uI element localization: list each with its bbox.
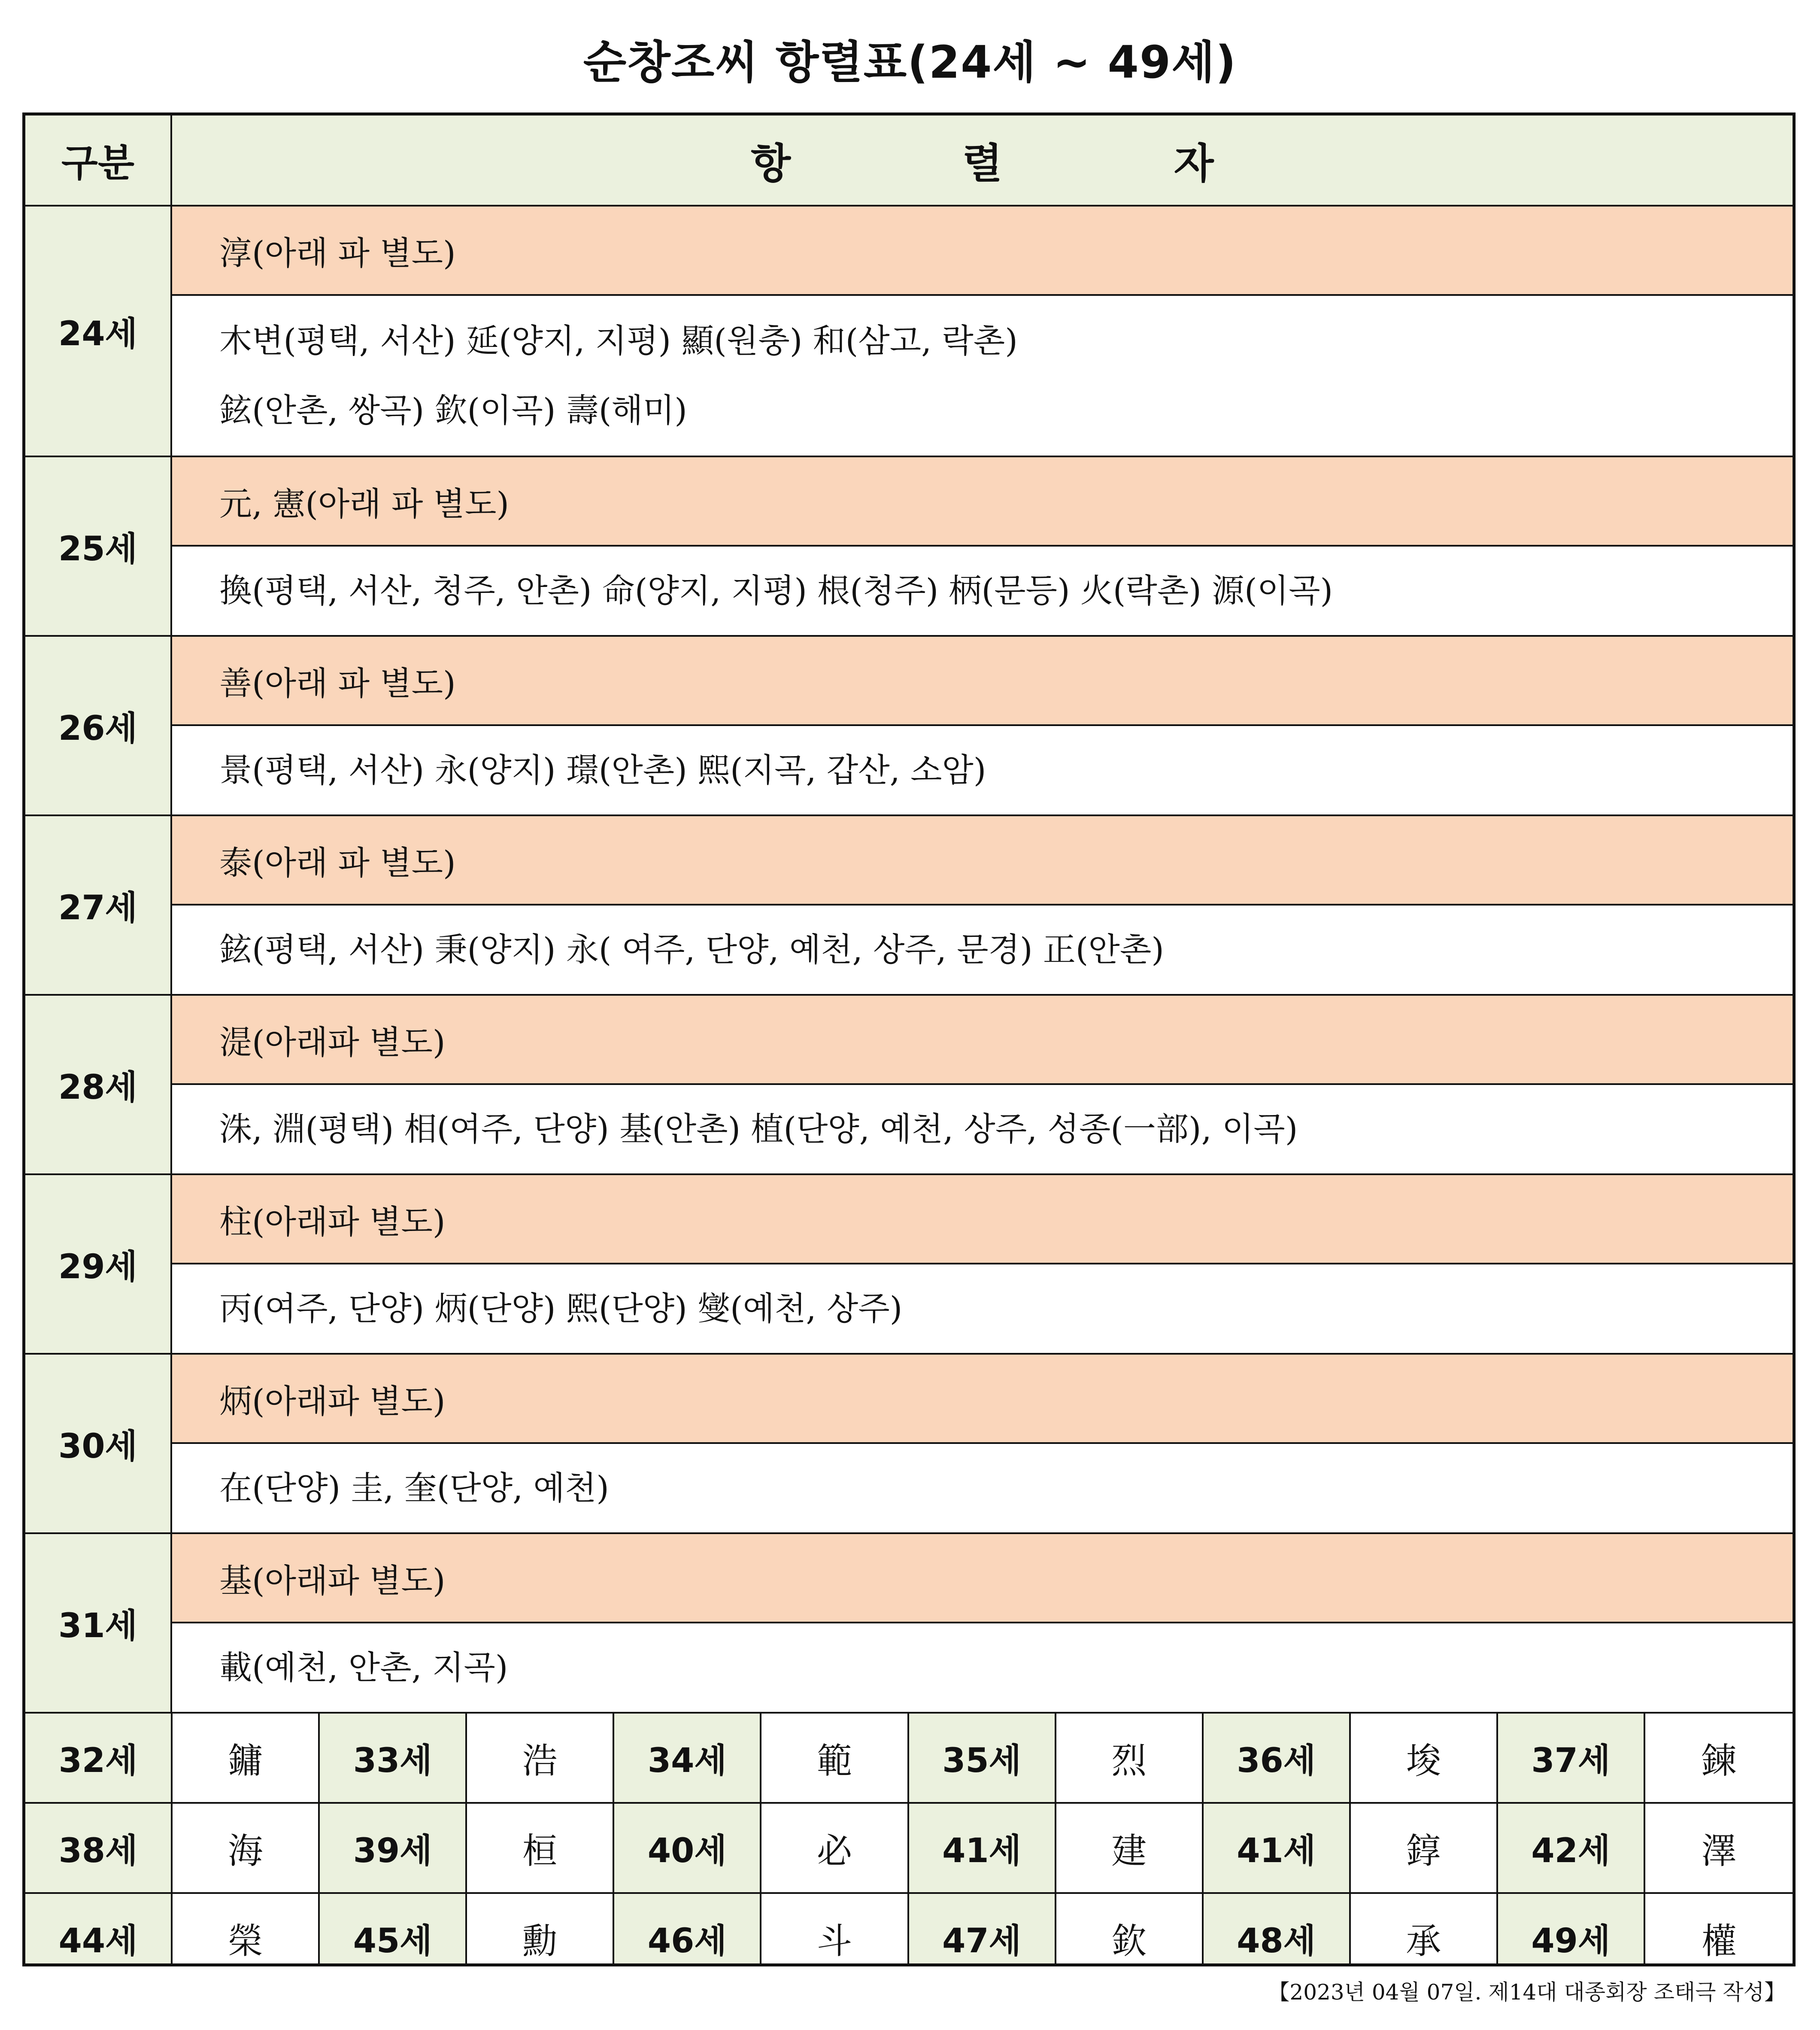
generation-label: 33세	[320, 1714, 467, 1802]
generation-label: 45세	[320, 1894, 467, 1966]
header-char-1: 항	[751, 139, 791, 188]
branch-line: 景(평택, 서산) 永(양지) 璟(안촌) 熙(지곡, 갑산, 소암)	[219, 751, 986, 789]
generation-block-29	[25, 1175, 1793, 1355]
generation-label: 44세	[25, 1894, 173, 1966]
generation-label: 39세	[320, 1804, 467, 1892]
header-char-2: 렬	[962, 139, 1002, 188]
branch-line: 丙(여주, 단양) 炳(단양) 熙(단양) 燮(예천, 상주)	[219, 1289, 903, 1328]
generation-branch-characters	[172, 726, 1793, 814]
generation-block-24	[25, 207, 1793, 457]
generation-label: 47세	[909, 1894, 1056, 1966]
generation-table	[22, 112, 1796, 1966]
generation-label: 27세	[25, 816, 172, 994]
generation-label: 41세	[1204, 1804, 1351, 1892]
generation-block-31	[25, 1534, 1793, 1714]
generation-label: 48세	[1204, 1894, 1351, 1966]
branch-line: 洙, 淵(평택) 相(여주, 단양) 基(안촌) 植(단양, 예천, 상주, 성종(一部), 이곡)	[219, 1110, 1298, 1148]
generation-label: 38세	[25, 1804, 173, 1892]
generation-branch-characters	[172, 1444, 1793, 1532]
page-title: 순창조씨 항렬표(24세 ~ 49세)	[583, 36, 1237, 88]
generation-label: 36세	[1204, 1714, 1351, 1802]
generation-character: 浩	[467, 1714, 614, 1802]
generation-character: 欽	[1056, 1894, 1204, 1966]
generation-label: 31세	[25, 1534, 172, 1712]
generation-main-character: 炳(아래파 별도)	[172, 1355, 1793, 1444]
branch-line: 鉉(평택, 서산) 秉(양지) 永( 여주, 단양, 예천, 상주, 문경) 正(안촌)	[219, 930, 1164, 969]
generation-character: 鍊	[1701, 1740, 1737, 1781]
generation-character: 權	[1701, 1921, 1737, 1962]
generation-character: 海	[173, 1804, 320, 1892]
generation-character: 必	[761, 1804, 909, 1892]
generation-label: 34세	[614, 1714, 761, 1802]
generation-label: 30세	[25, 1355, 172, 1532]
generation-branch-characters	[172, 1623, 1793, 1712]
generation-main-character: 淳(아래 파 별도)	[172, 207, 1793, 296]
generation-character: 斗	[761, 1894, 909, 1966]
generation-character: 榮	[173, 1894, 320, 1966]
generation-label: 40세	[614, 1804, 761, 1892]
generation-main-character: 湜(아래파 별도)	[172, 996, 1793, 1085]
branch-line: 木변(평택, 서산) 延(양지, 지평) 顯(원충) 和(삼고, 락촌)	[219, 322, 1018, 360]
author-note: 【2023년 04월 07일. 제14대 대종회장 조태극 작성】	[1268, 1980, 1786, 2005]
branch-line: 換(평택, 서산, 청주, 안촌) 命(양지, 지평) 根(청주) 柄(문등) 火(락촌) 源(이곡)	[219, 571, 1333, 610]
generation-main-character: 基(아래파 별도)	[172, 1534, 1793, 1623]
generation-character: 烈	[1056, 1714, 1204, 1802]
generation-branch-characters	[172, 1264, 1793, 1353]
header-char-3: 자	[1174, 139, 1214, 188]
generation-label: 49세	[1498, 1894, 1645, 1966]
generation-main-character: 善(아래 파 별도)	[172, 637, 1793, 726]
header-category: 구분	[25, 115, 172, 205]
generation-label: 29세	[25, 1175, 172, 1353]
generation-character: 澤	[1701, 1830, 1737, 1872]
generation-block-30	[25, 1355, 1793, 1534]
generation-block-26	[25, 637, 1793, 816]
generation-character: 鏞	[173, 1714, 320, 1802]
branch-line: 鉉(안촌, 쌍곡) 欽(이곡) 壽(해미)	[219, 391, 687, 429]
generation-branch-characters	[172, 906, 1793, 994]
table-row	[25, 1714, 1793, 1804]
generation-main-character: 柱(아래파 별도)	[172, 1175, 1793, 1264]
generation-branch-characters	[172, 1085, 1793, 1173]
generation-block-28	[25, 996, 1793, 1175]
table-row	[25, 1804, 1793, 1894]
generation-label: 32세	[25, 1714, 173, 1802]
generation-label: 46세	[614, 1894, 761, 1966]
generation-main-character: 元, 憲(아래 파 별도)	[172, 457, 1793, 547]
generation-label: 26세	[25, 637, 172, 814]
generation-character: 承	[1351, 1894, 1498, 1966]
branch-line: 載(예천, 안촌, 지곡)	[219, 1648, 508, 1687]
generation-character: 埈	[1351, 1714, 1498, 1802]
header-generation-characters	[172, 115, 1793, 205]
generation-label: 25세	[25, 457, 172, 635]
branch-line: 在(단양) 圭, 奎(단양, 예천)	[219, 1469, 609, 1507]
generation-label: 42세	[1498, 1804, 1645, 1892]
table-header-row	[25, 115, 1793, 207]
generation-label: 37세	[1498, 1714, 1645, 1802]
generation-branch-characters	[172, 296, 1793, 456]
generation-character: 範	[761, 1714, 909, 1802]
generation-character: 桓	[467, 1804, 614, 1892]
generation-label: 28세	[25, 996, 172, 1173]
table-row	[25, 1894, 1793, 1966]
generation-character: 錞	[1351, 1804, 1498, 1892]
generation-label: 41세	[909, 1804, 1056, 1892]
generation-label: 35세	[909, 1714, 1056, 1802]
generation-main-character: 泰(아래 파 별도)	[172, 816, 1793, 906]
generation-branch-characters	[172, 547, 1793, 635]
generation-label: 24세	[25, 207, 172, 456]
generation-character: 勳	[467, 1894, 614, 1966]
generation-block-25	[25, 457, 1793, 637]
generation-character: 建	[1056, 1804, 1204, 1892]
generation-block-27	[25, 816, 1793, 996]
